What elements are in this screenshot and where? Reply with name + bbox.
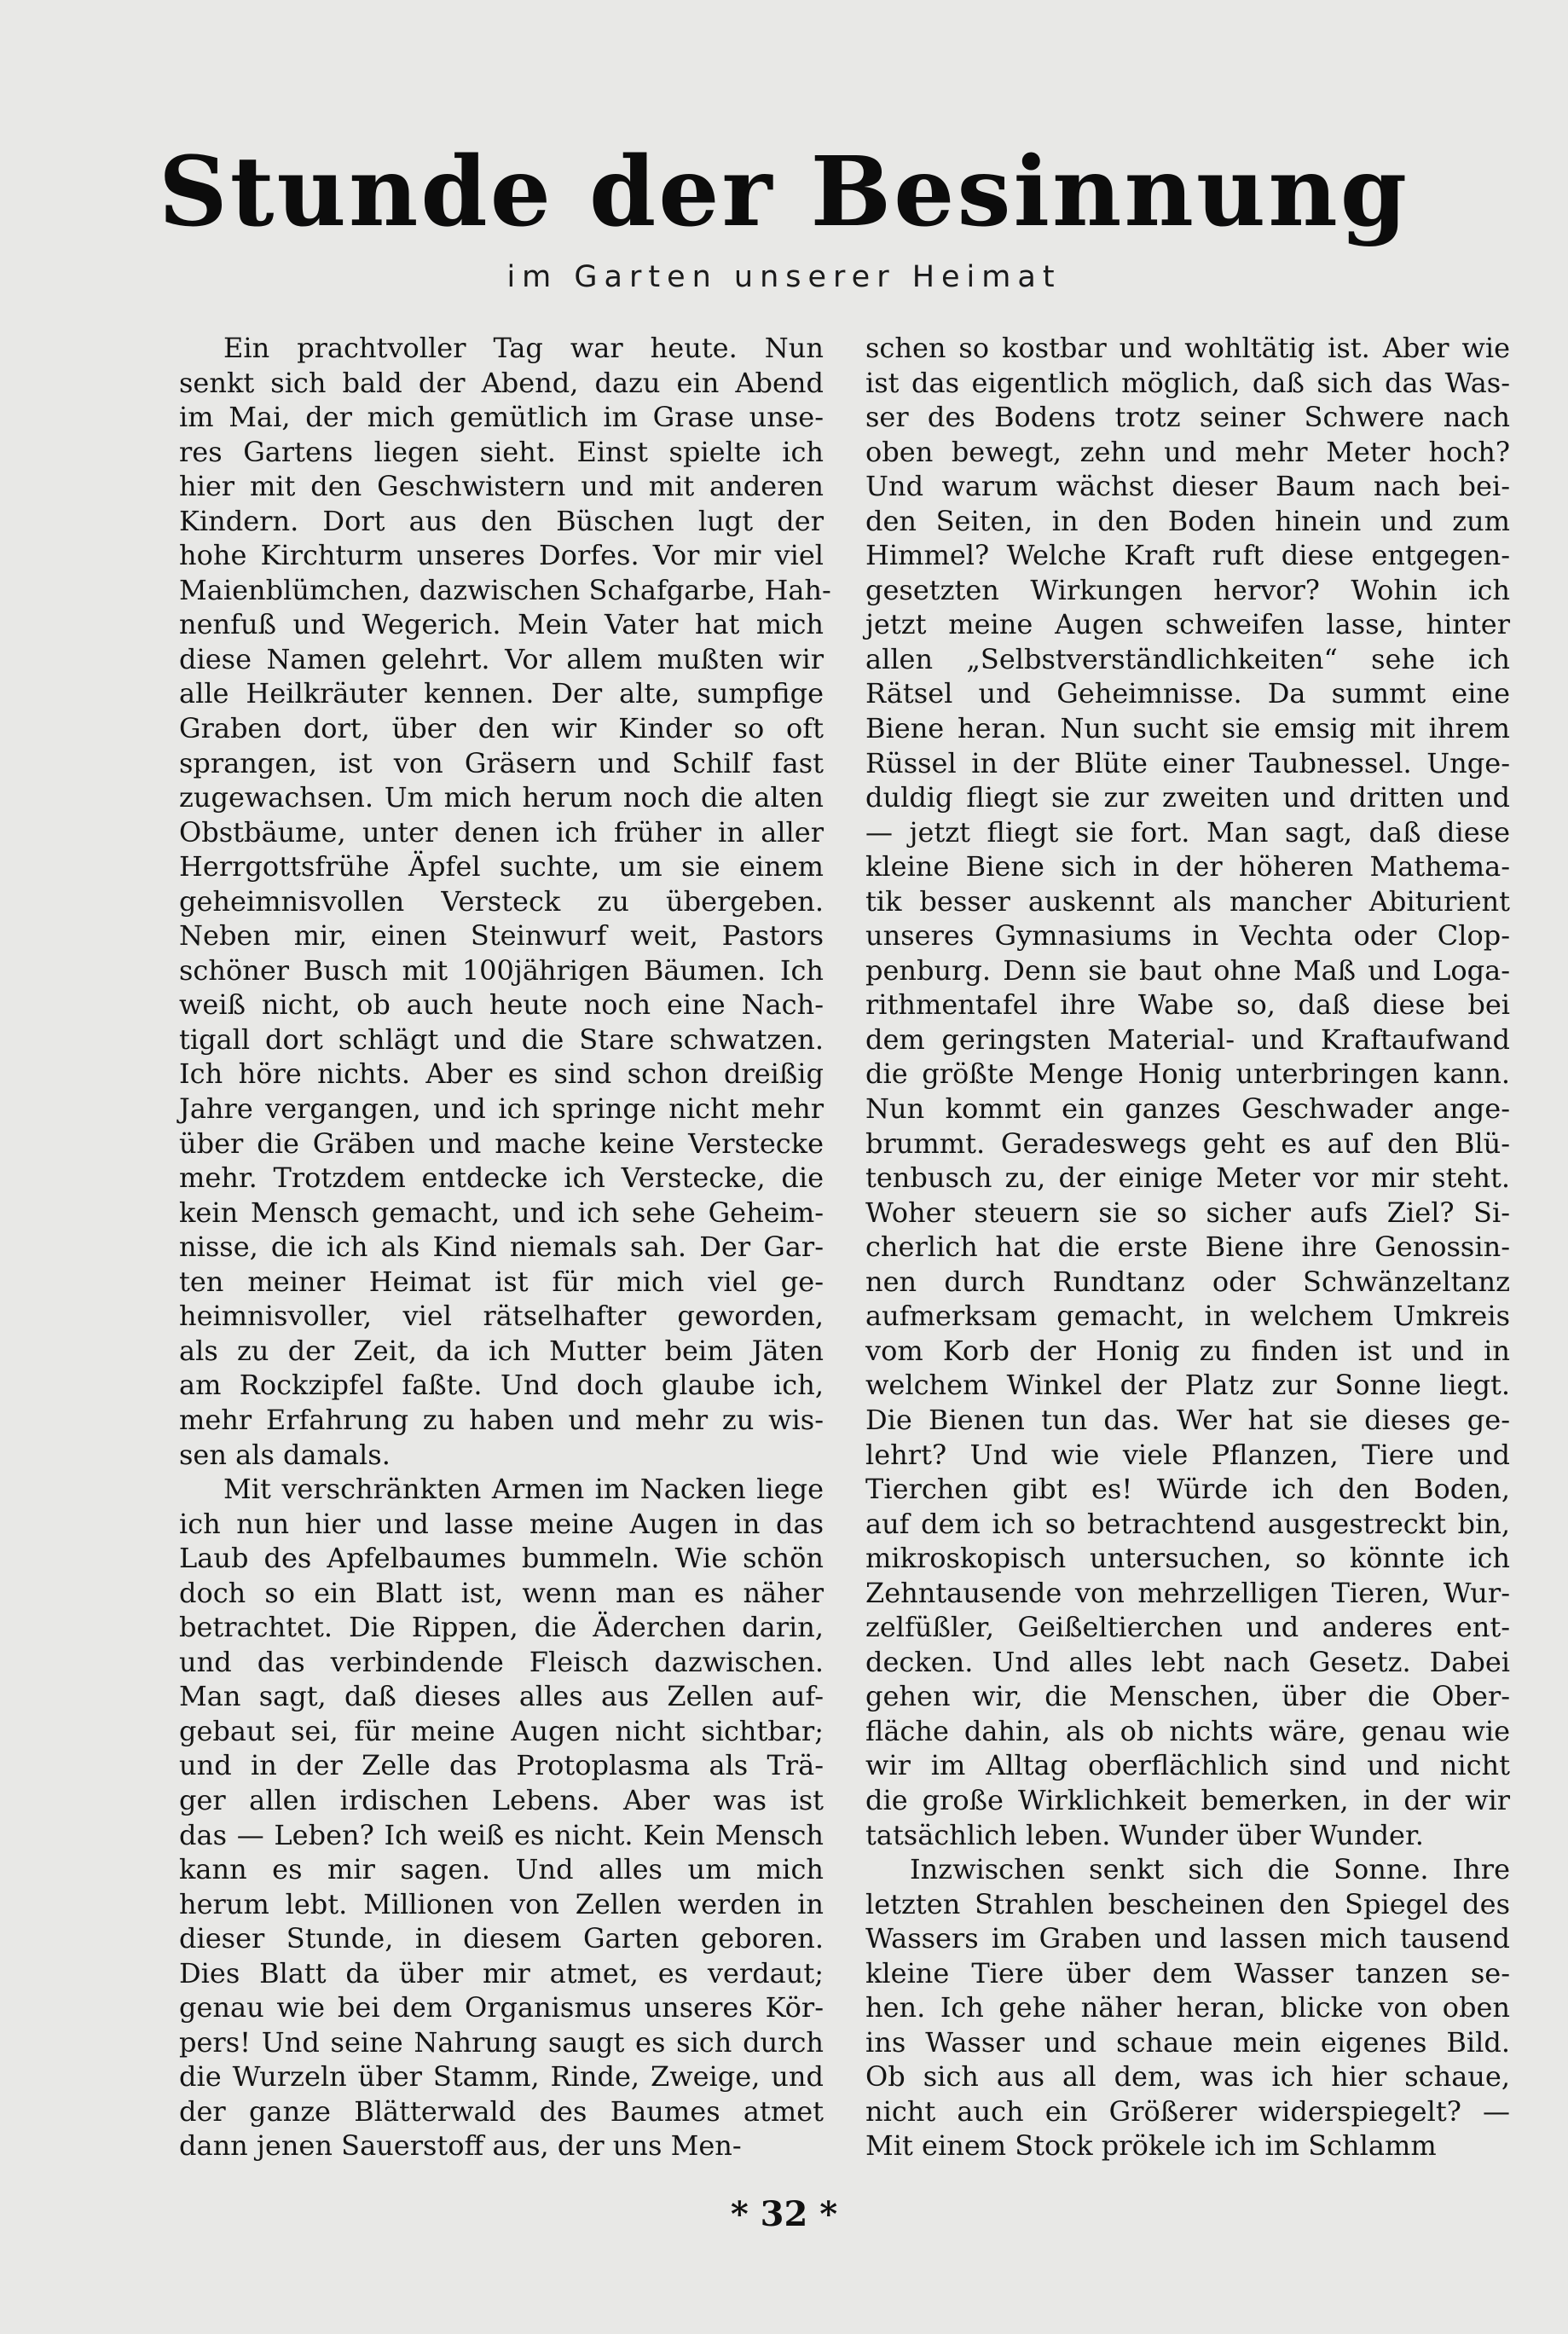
text-line: weiß nicht, ob auch heute noch eine Nach- [179,988,824,1022]
text-line: mehr. Trotzdem entdecke ich Verstecke, die [179,1161,824,1195]
text-line: decken. Und alles lebt nach Gesetz. Dabei [865,1645,1510,1678]
text-line: als zu der Zeit, da ich Mutter beim Jäten [179,1334,824,1367]
text-line: vom Korb der Honig zu finden ist und in [865,1334,1510,1367]
text-line: Biene heran. Nun sucht sie emsig mit ihrem [865,712,1510,745]
text-line: Rätsel und Geheimnisse. Da summt eine [865,677,1510,710]
text-line: und das verbindende Fleisch dazwischen. [179,1645,824,1678]
text-line: diese Namen gelehrt. Vor allem mußten wir [179,642,824,675]
text-line: Obstbäume, unter denen ich früher in aller [179,815,824,848]
text-line: nisse, die ich als Kind niemals sah. Der Gar- [179,1231,824,1264]
text-line: gehen wir, die Menschen, über die Ober- [865,1680,1510,1713]
text-line: kann es mir sagen. Und alles um mich [179,1853,824,1886]
text-line: mikroskopisch untersuchen, so könnte ich [865,1542,1510,1575]
text-line: kleine Tiere über dem Wasser tanzen se- [865,1956,1510,1989]
left-text-column [179,331,831,2163]
text-line: die Wurzeln über Stamm, Rinde, Zweige, und [179,2060,824,2094]
text-line: nicht auch ein Größerer widerspiegelt? — [865,2094,1510,2128]
text-line: aufmerksam gemacht, in welchem Umkreis [865,1300,1510,1333]
text-line: auf dem ich so betrachtend ausgestreckt bin, [865,1507,1510,1540]
text-line: — jetzt fliegt sie fort. Man sagt, daß diese [865,815,1510,848]
text-line: tenbusch zu, der einige Meter vor mir steht. [865,1161,1510,1195]
text-line: Wassers im Graben und lassen mich tausend [865,1922,1510,1955]
text-line: hohe Kirchturm unseres Dorfes. Vor mir viel [179,539,824,572]
text-line: tigall dort schlägt und die Stare schwatzen. [179,1022,824,1056]
text-line: hen. Ich gehe näher heran, blicke von oben [865,1991,1510,2024]
text-line: Herrgottsfrühe Äpfel suchte, um sie einem [179,850,824,883]
text-line: Jahre vergangen, und ich springe nicht mehr [179,1092,824,1126]
text-line: Mit einem Stock prökele ich im Schlamm [865,2129,1437,2163]
text-line: gesetzten Wirkungen hervor? Wohin ich [865,573,1510,606]
text-line: geheimnisvollen Versteck zu übergeben. [179,884,824,918]
text-line: senkt sich bald der Abend, dazu ein Abend [179,366,824,399]
text-line: hier mit den Geschwistern und mit anderen [179,470,824,503]
text-line: gebaut sei, für meine Augen nicht sichtbar; [179,1714,824,1747]
text-line: heimnisvoller, viel rätselhafter geworden, [179,1300,824,1333]
text-line: herum lebt. Millionen von Zellen werden in [179,1887,824,1920]
text-line: cherlich hat die erste Biene ihre Genossin- [865,1231,1510,1264]
text-line: wir im Alltag oberflächlich sind und nicht [865,1749,1510,1782]
text-line: betrachtet. Die Rippen, die Äderchen darin, [179,1611,824,1644]
text-line: duldig fliegt sie zur zweiten und dritten und [865,781,1510,814]
text-line: fläche dahin, als ob nichts wäre, genau wie [865,1714,1510,1747]
text-line: Ob sich aus all dem, was ich hier schaue, [865,2060,1510,2094]
text-line: unseres Gymnasiums in Vechta oder Clop- [865,919,1510,953]
article-title: Stunde der Besinnung [158,136,1410,248]
text-line: Man sagt, daß dieses alles aus Zellen auf- [179,1680,824,1713]
page-number: * 32 * [730,2194,838,2234]
text-line: nen durch Rundtanz oder Schwänzeltanz [865,1265,1510,1298]
text-line: Und warum wächst dieser Baum nach bei- [865,470,1510,503]
text-line: ins Wasser und schaue mein eigenes Bild. [865,2025,1510,2059]
text-line: über die Gräben und mache keine Verstecke [179,1126,824,1160]
text-line: ser des Bodens trotz seiner Schwere nach [865,401,1510,434]
text-line: zugewachsen. Um mich herum noch die alten [179,781,824,814]
text-line: rithmentafel ihre Wabe so, daß diese bei [865,988,1510,1022]
text-line: Nun kommt ein ganzes Geschwader ange- [865,1092,1510,1126]
text-line: oben bewegt, zehn und mehr Meter hoch? [865,435,1510,468]
text-line: Maienblümchen, dazwischen Schafgarbe, Hah- [179,573,831,606]
text-line: dem geringsten Material- und Kraftaufwand [865,1022,1510,1056]
text-line: nenfuß und Wegerich. Mein Vater hat mich [179,608,824,641]
text-line: ger allen irdischen Lebens. Aber was ist [179,1783,824,1816]
text-line: alle Heilkräuter kennen. Der alte, sumpfige [179,677,824,710]
text-line: schen so kostbar und wohltätig ist. Aber wie [865,332,1510,364]
text-line: sen als damals. [179,1438,391,1471]
text-line: Himmel? Welche Kraft ruft diese entgegen- [865,539,1510,572]
text-line: Inzwischen senkt sich die Sonne. Ihre [910,1853,1510,1886]
text-line: tatsächlich leben. Wunder über Wunder. [865,1818,1424,1851]
text-line: pers! Und seine Nahrung saugt es sich durch [179,2025,824,2059]
text-line: res Gartens liegen sieht. Einst spielte ich [179,435,824,468]
text-line: Kindern. Dort aus den Büschen lugt der [179,504,824,537]
text-line: ist das eigentlich möglich, daß sich das Was- [865,366,1510,399]
text-line: Ich höre nichts. Aber es sind schon dreißig [179,1057,824,1091]
text-line: der ganze Blätterwald des Baumes atmet [179,2094,824,2128]
article-subtitle: im Garten unserer Heimat [506,260,1062,294]
text-line: letzten Strahlen bescheinen den Spiegel des [865,1887,1510,1920]
text-line: Woher steuern sie so sicher aufs Ziel? Si- [865,1196,1510,1229]
text-line: dieser Stunde, in diesem Garten geboren. [179,1922,824,1955]
text-line: lehrt? Und wie viele Pflanzen, Tiere und [865,1438,1510,1471]
text-line: kein Mensch gemacht, und ich sehe Geheim- [179,1196,824,1229]
text-line: Tierchen gibt es! Würde ich den Boden, [865,1473,1510,1506]
text-line: schöner Busch mit 100jährigen Bäumen. Ich [179,953,824,987]
text-line: das — Leben? Ich weiß es nicht. Kein Mensch [179,1818,824,1851]
text-line: penburg. Denn sie baut ohne Maß und Loga- [865,953,1510,987]
text-line: kleine Biene sich in der höheren Mathema- [865,850,1510,883]
text-line: die große Wirklichkeit bemerken, in der wir [865,1783,1510,1816]
text-line: welchem Winkel der Platz zur Sonne liegt. [865,1369,1510,1402]
text-line: Dies Blatt da über mir atmet, es verdaut; [179,1956,824,1989]
text-line: doch so ein Blatt ist, wenn man es näher [179,1576,824,1609]
text-line: mehr Erfahrung zu haben und mehr zu wis- [179,1403,824,1436]
right-text-column [865,331,1510,2163]
text-line: ich nun hier und lasse meine Augen in das [179,1507,824,1540]
text-line: Die Bienen tun das. Wer hat sie dieses ge- [865,1403,1510,1436]
text-line: den Seiten, in den Boden hinein und zum [865,504,1510,537]
text-line: Rüssel in der Blüte einer Taubnessel. Unge- [865,746,1510,779]
text-line: ten meiner Heimat ist für mich viel ge- [179,1265,824,1298]
text-line: im Mai, der mich gemütlich im Grase unse- [179,401,824,434]
text-line: dann jenen Sauerstoff aus, der uns Men- [179,2129,742,2163]
text-line: Zehntausende von mehrzelligen Tieren, Wur- [865,1576,1510,1609]
text-line: Neben mir, einen Steinwurf weit, Pastors [179,919,824,953]
text-line: tik besser auskennt als mancher Abiturient [865,884,1510,918]
text-line: Ein prachtvoller Tag war heute. Nun [223,332,824,364]
text-line: zelfüßler, Geißeltierchen und anderes ent- [865,1611,1510,1644]
text-line: Laub des Apfelbaumes bummeln. Wie schön [179,1542,824,1575]
text-line: brummt. Geradeswegs geht es auf den Blü- [865,1126,1510,1160]
text-line: allen „Selbstverständlichkeiten“ sehe ich [865,642,1510,675]
text-line: am Rockzipfel faßte. Und doch glaube ich, [179,1369,824,1402]
text-line: jetzt meine Augen schweifen lasse, hinter [865,608,1510,641]
text-line: sprangen, ist von Gräsern und Schilf fast [179,746,824,779]
text-line: genau wie bei dem Organismus unseres Kör- [179,1991,824,2024]
text-line: und in der Zelle das Protoplasma als Trä- [179,1749,824,1782]
text-line: die größte Menge Honig unterbringen kann. [865,1057,1510,1091]
text-line: Graben dort, über den wir Kinder so oft [179,712,824,745]
text-line: Mit verschränkten Armen im Nacken liege [223,1473,824,1506]
